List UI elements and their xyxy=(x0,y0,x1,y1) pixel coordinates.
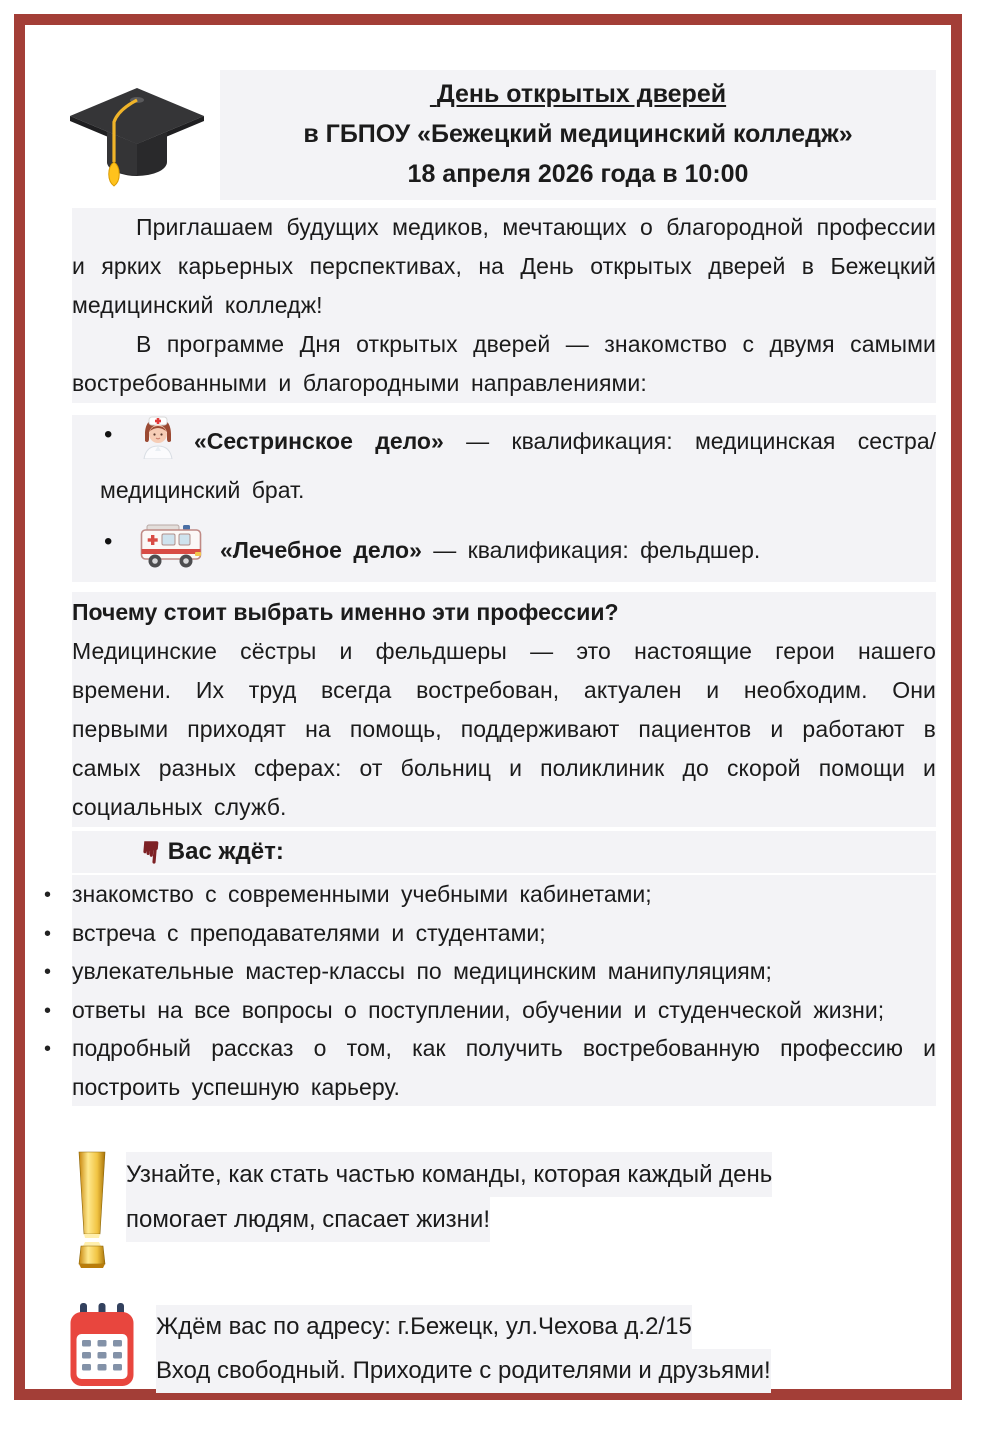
list-item xyxy=(72,415,936,510)
list-item: • встреча с преподавателями и студентами; xyxy=(72,914,936,953)
address-line: Ждём вас по адресу: г.Бежецк, ул.Чехова д.2/15 xyxy=(156,1305,692,1349)
program-name: «Лечебное дело» xyxy=(220,537,422,564)
intro-paragraph-2: В программе Дня открытых дверей — знакомство с двумя самыми востребованными и благородными направлениями: xyxy=(72,325,936,403)
call-to-action-line: Узнайте, как стать частью команды, которая каждый день xyxy=(126,1152,772,1197)
call-to-action xyxy=(72,1150,936,1277)
page-title xyxy=(220,74,936,114)
ambulance-icon xyxy=(140,522,202,582)
list-item xyxy=(72,522,936,582)
program-name: «Сестринское дело» xyxy=(194,428,444,455)
call-to-action-text xyxy=(126,1152,772,1277)
nurse-icon xyxy=(140,415,176,471)
graduation-cap-icon xyxy=(62,74,220,197)
address-text xyxy=(156,1305,771,1393)
list-item: • знакомство с современными учебными кабинетами; xyxy=(72,875,936,914)
awaits-label: Вас ждёт: xyxy=(167,838,284,865)
why-heading: Почему стоит выбрать именно эти профессии? xyxy=(72,592,936,632)
pointing-hand-icon: ☛ xyxy=(131,836,170,868)
call-to-action-line: помогает людям, спасает жизни! xyxy=(126,1197,490,1242)
intro-paragraph-1: Приглашаем будущих медиков, мечтающих о благородной профессии и ярких карьерных перспективах, на День открытых дверей в Бежецкий медицинский колледж! xyxy=(72,208,936,325)
header xyxy=(62,66,936,200)
flyer-content xyxy=(72,66,936,1394)
title-block xyxy=(220,70,936,200)
program-description: — квалификация: медицинская сестра/медицинский брат. xyxy=(100,428,937,503)
exclamation-icon xyxy=(72,1150,112,1277)
why-paragraph: Медицинские сёстры и фельдшеры — это настоящие герои нашего времени. Их труд всегда востребован, актуален и необходим. Они первыми приходят на помощь, поддерживают пациентов и работают в самых разных сферах: от больниц и поликлиник до скорой помощи и социальных служб. xyxy=(72,632,936,827)
awaits-list xyxy=(72,875,936,1106)
address-line: Вход свободный. Приходите с родителями и друзьями! xyxy=(156,1349,771,1393)
programs-list xyxy=(72,415,936,582)
list-item: • увлекательные мастер-классы по медицинским манипуляциям; xyxy=(72,952,936,991)
list-item: • ответы на все вопросы о поступлении, обучении и студенческой жизни; xyxy=(72,991,936,1030)
page-subtitle: в ГБПОУ «Бежецкий медицинский колледж» xyxy=(303,120,853,148)
program-description: — квалификация: фельдшер. xyxy=(421,537,761,564)
page-title-text: День открытых дверей xyxy=(429,80,727,108)
list-item: • подробный рассказ о том, как получить востребованную профессию и построить успешную карьеру. xyxy=(72,1029,936,1106)
awaits-heading xyxy=(72,831,936,873)
calendar-icon xyxy=(68,1303,136,1394)
address-block xyxy=(68,1303,936,1394)
event-datetime: 18 апреля 2026 года в 10:00 xyxy=(407,160,749,188)
